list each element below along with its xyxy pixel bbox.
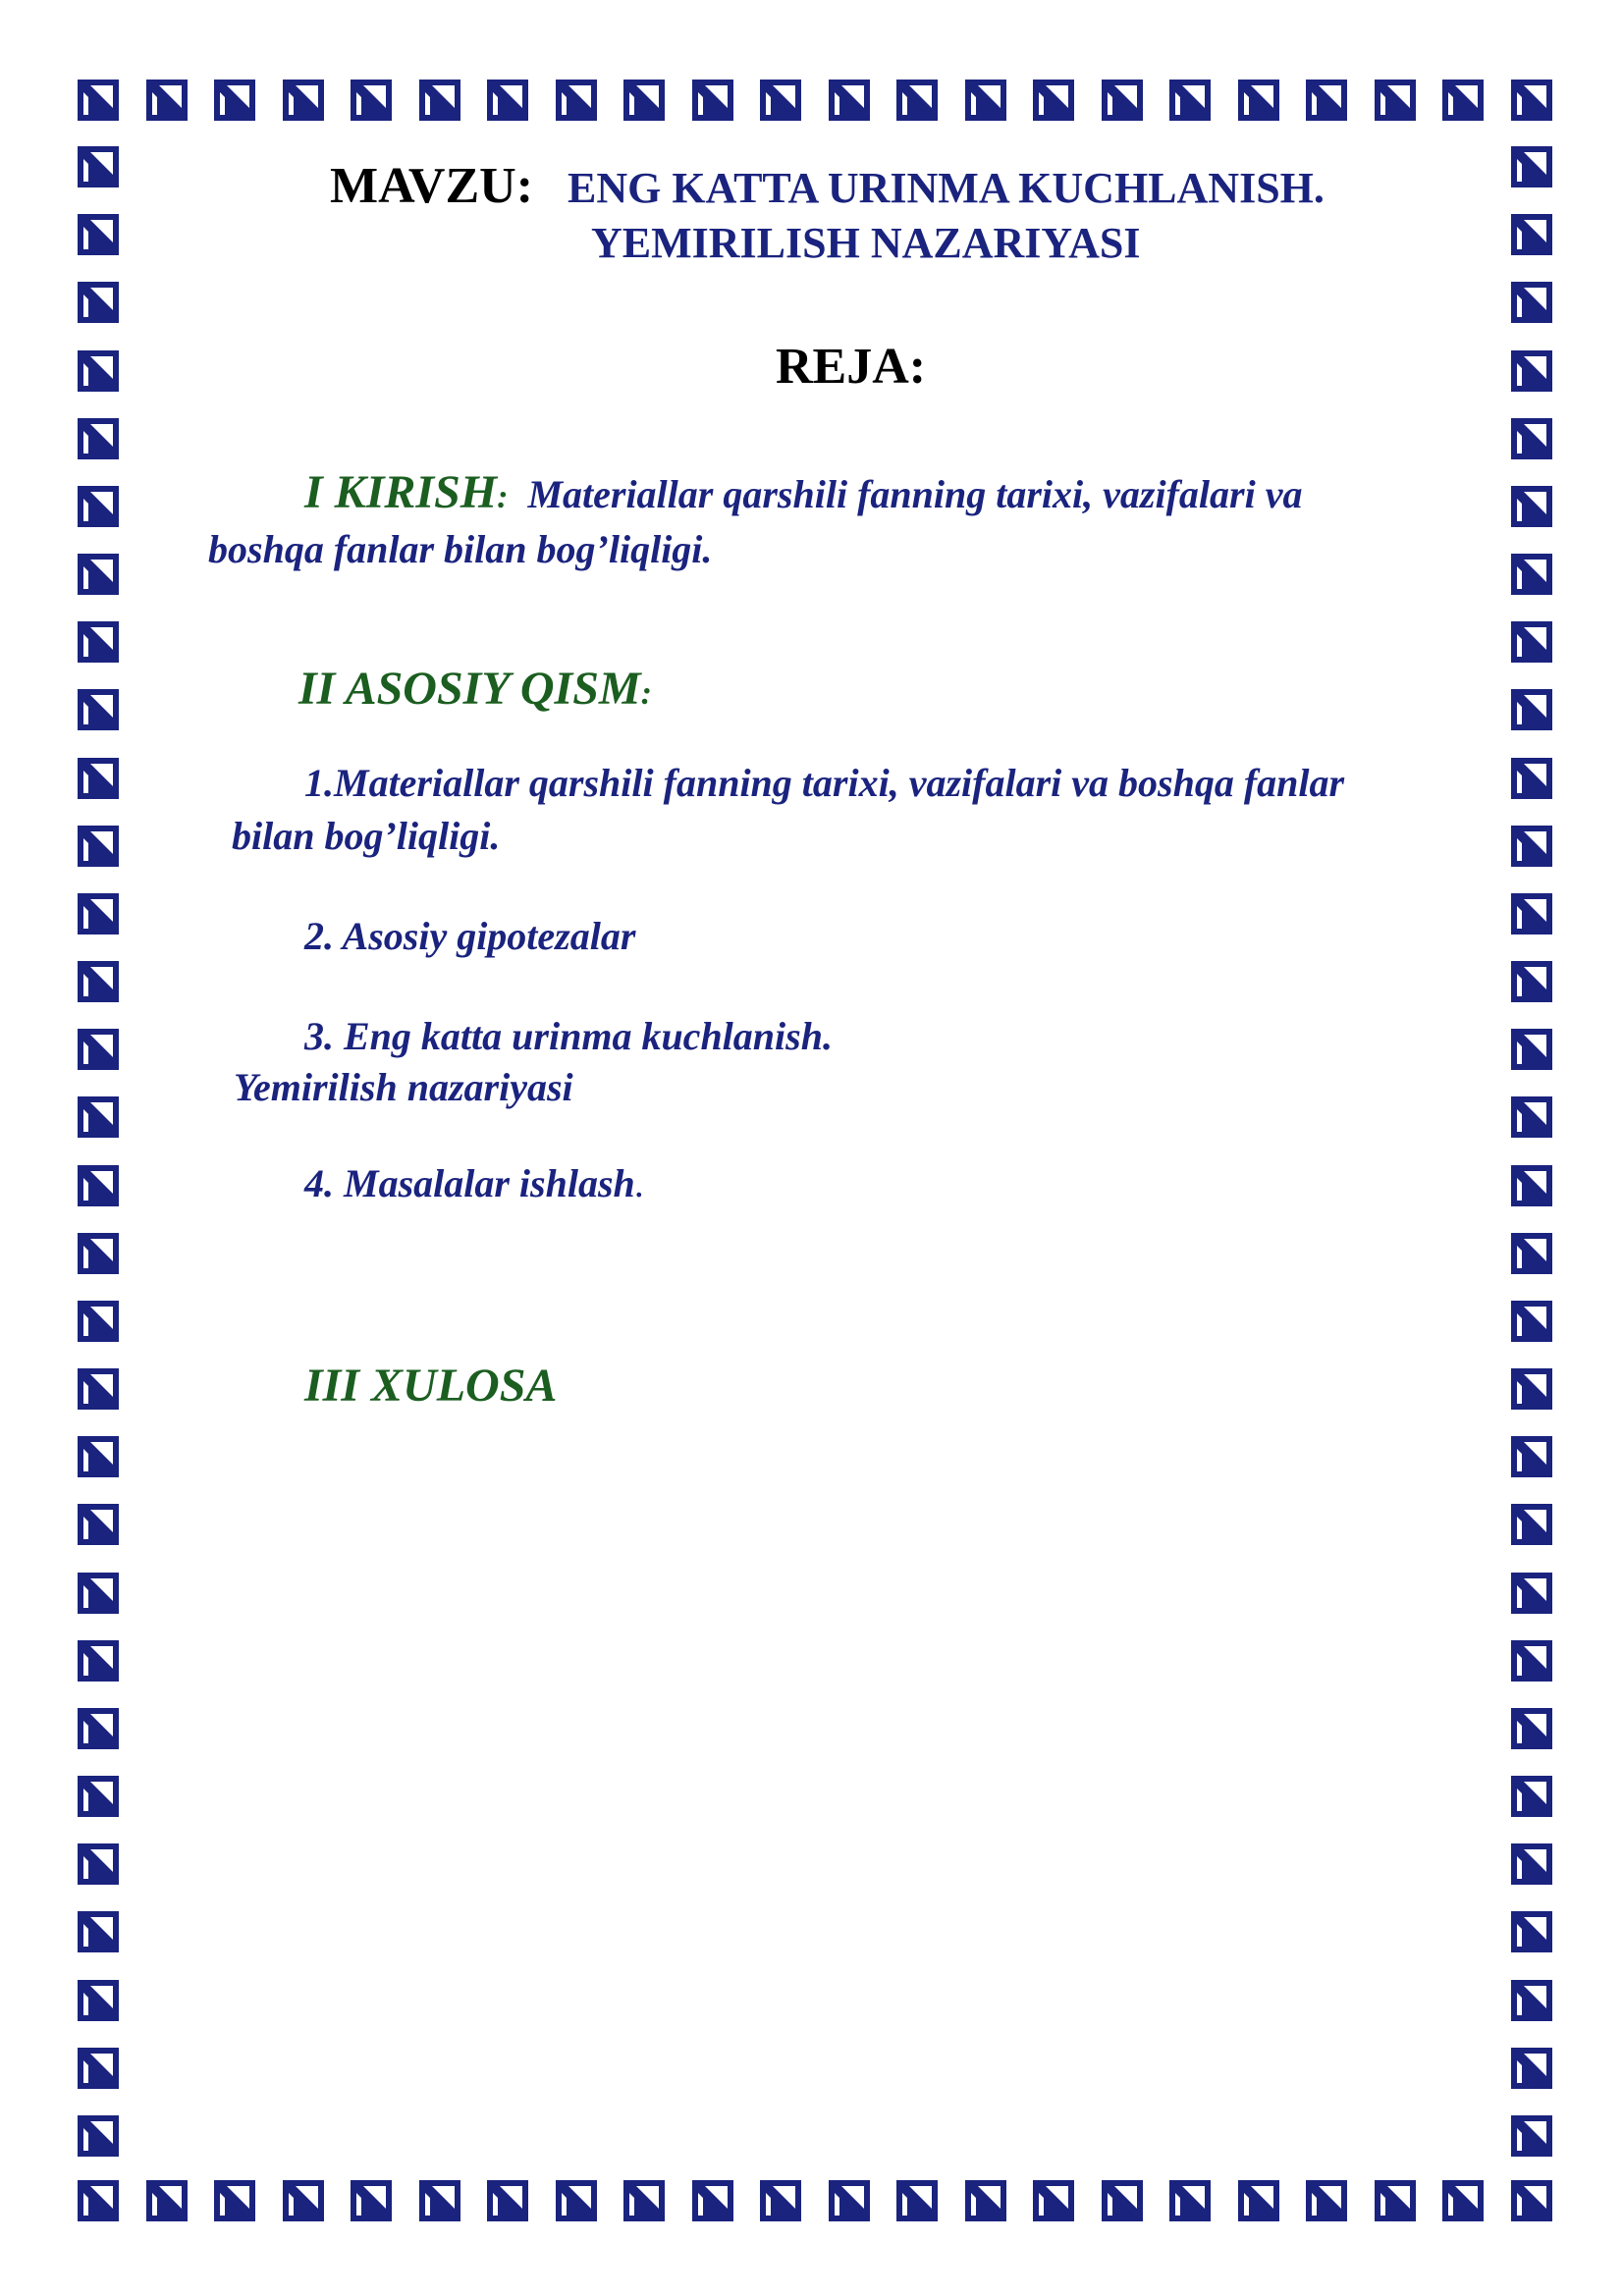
plan-item-3-line-2: Yemirilish nazariyasi xyxy=(234,1065,573,1109)
diagonal-square-icon xyxy=(213,2179,256,2222)
diagonal-square-icon xyxy=(486,79,529,122)
diagonal-square-icon xyxy=(1305,2179,1348,2222)
plan-item-1-line-2: bilan bog’liqligi. xyxy=(232,814,501,858)
diagonal-square-icon xyxy=(1510,1435,1553,1478)
diagonal-square-icon xyxy=(1510,281,1553,324)
diagonal-square-icon xyxy=(622,79,666,122)
diagonal-square-icon xyxy=(77,1572,120,1615)
diagonal-square-icon xyxy=(895,79,939,122)
diagonal-square-icon xyxy=(418,2179,461,2222)
diagonal-square-icon xyxy=(213,79,256,122)
diagonal-square-icon xyxy=(1441,2179,1485,2222)
diagonal-square-icon xyxy=(1101,79,1144,122)
diagonal-square-icon xyxy=(1441,79,1485,122)
border-left xyxy=(77,145,120,2158)
diagonal-square-icon xyxy=(964,2179,1007,2222)
border-top xyxy=(77,79,1553,122)
diagonal-square-icon xyxy=(1510,1367,1553,1411)
diagonal-square-icon xyxy=(1510,349,1553,393)
diagonal-square-icon xyxy=(145,79,189,122)
diagonal-square-icon xyxy=(77,281,120,324)
diagonal-square-icon xyxy=(691,79,734,122)
diagonal-square-icon xyxy=(759,79,802,122)
diagonal-square-icon xyxy=(1510,1503,1553,1546)
diagonal-square-icon xyxy=(1510,1775,1553,1818)
diagonal-square-icon xyxy=(895,2179,939,2222)
diagonal-square-icon xyxy=(1374,79,1417,122)
diagonal-square-icon xyxy=(1510,2179,1553,2222)
diagonal-square-icon xyxy=(1510,1300,1553,1343)
plan-item-4-text: 4. Masalalar ishlash xyxy=(304,1161,635,1205)
diagonal-square-icon xyxy=(145,2179,189,2222)
diagonal-square-icon xyxy=(77,1979,120,2022)
diagonal-square-icon xyxy=(1168,2179,1212,2222)
diagonal-square-icon xyxy=(1032,2179,1075,2222)
diagonal-square-icon xyxy=(77,620,120,664)
diagonal-square-icon xyxy=(350,2179,393,2222)
diagonal-square-icon xyxy=(1510,145,1553,188)
diagonal-square-icon xyxy=(77,417,120,460)
diagonal-square-icon xyxy=(77,960,120,1003)
diagonal-square-icon xyxy=(77,892,120,935)
title-prefix: MAVZU: xyxy=(330,158,534,214)
diagonal-square-icon xyxy=(77,1300,120,1343)
diagonal-square-icon xyxy=(350,79,393,122)
diagonal-square-icon xyxy=(691,2179,734,2222)
conclusion-heading: III XULOSA xyxy=(304,1360,558,1412)
diagonal-square-icon xyxy=(1510,892,1553,935)
diagonal-square-icon xyxy=(77,1910,120,1953)
plan-item-4-suffix: . xyxy=(634,1161,645,1205)
diagonal-square-icon xyxy=(1374,2179,1417,2222)
diagonal-square-icon xyxy=(1101,2179,1144,2222)
diagonal-square-icon xyxy=(77,2179,120,2222)
diagonal-square-icon xyxy=(1510,825,1553,868)
diagonal-square-icon xyxy=(1168,79,1212,122)
plan-item-4 xyxy=(304,1160,645,1206)
diagonal-square-icon xyxy=(77,825,120,868)
diagonal-square-icon xyxy=(77,485,120,528)
diagonal-square-icon xyxy=(77,1232,120,1275)
diagonal-square-icon xyxy=(77,1639,120,1682)
diagonal-square-icon xyxy=(1510,1842,1553,1886)
diagonal-square-icon xyxy=(1510,620,1553,664)
diagonal-square-icon xyxy=(1510,553,1553,596)
diagonal-square-icon xyxy=(1305,79,1348,122)
diagonal-square-icon xyxy=(555,2179,598,2222)
diagonal-square-icon xyxy=(1032,79,1075,122)
diagonal-square-icon xyxy=(282,2179,325,2222)
diagonal-square-icon xyxy=(1237,2179,1280,2222)
diagonal-square-icon xyxy=(1510,2114,1553,2158)
main-part-colon: : xyxy=(640,675,652,712)
diagonal-square-icon xyxy=(418,79,461,122)
diagonal-square-icon xyxy=(1510,1707,1553,1750)
diagonal-square-icon xyxy=(1510,688,1553,731)
diagonal-square-icon xyxy=(1510,213,1553,256)
diagonal-square-icon xyxy=(1510,417,1553,460)
diagonal-square-icon xyxy=(77,757,120,800)
diagonal-square-icon xyxy=(1510,1979,1553,2022)
diagonal-square-icon xyxy=(77,2114,120,2158)
plan-item-3-line-1: 3. Eng katta urinma kuchlanish. xyxy=(304,1014,833,1058)
diagonal-square-icon xyxy=(1510,1028,1553,1071)
diagonal-square-icon xyxy=(77,349,120,393)
diagonal-square-icon xyxy=(77,1775,120,1818)
diagonal-square-icon xyxy=(77,79,120,122)
intro-label: I KIRISH xyxy=(304,466,498,518)
border-bottom xyxy=(77,2179,1553,2222)
intro-colon: : xyxy=(497,479,509,515)
diagonal-square-icon xyxy=(77,1707,120,1750)
diagonal-square-icon xyxy=(828,2179,871,2222)
diagonal-square-icon xyxy=(759,2179,802,2222)
diagonal-square-icon xyxy=(1510,485,1553,528)
diagonal-square-icon xyxy=(77,688,120,731)
diagonal-square-icon xyxy=(77,2047,120,2090)
plan-item-2: 2. Asosiy gipotezalar xyxy=(304,914,636,958)
diagonal-square-icon xyxy=(77,553,120,596)
diagonal-square-icon xyxy=(1510,1095,1553,1139)
diagonal-square-icon xyxy=(964,79,1007,122)
diagonal-square-icon xyxy=(77,1367,120,1411)
diagonal-square-icon xyxy=(77,145,120,188)
diagonal-square-icon xyxy=(828,79,871,122)
diagonal-square-icon xyxy=(1237,79,1280,122)
diagonal-square-icon xyxy=(1510,1910,1553,1953)
diagonal-square-icon xyxy=(1510,1572,1553,1615)
main-part-heading xyxy=(298,662,652,716)
diagonal-square-icon xyxy=(1510,1232,1553,1275)
diagonal-square-icon xyxy=(486,2179,529,2222)
diagonal-square-icon xyxy=(77,1435,120,1478)
border-right xyxy=(1510,145,1553,2158)
intro-text-line-2: boshqa fanlar bilan bog’liqligi. xyxy=(208,527,713,571)
diagonal-square-icon xyxy=(77,1842,120,1886)
diagonal-square-icon xyxy=(1510,757,1553,800)
diagonal-square-icon xyxy=(77,213,120,256)
title-line-2: YEMIRILISH NAZARIYASI xyxy=(591,219,1141,267)
intro-heading xyxy=(304,465,1302,519)
diagonal-square-icon xyxy=(77,1164,120,1207)
plan-heading: REJA: xyxy=(776,339,927,395)
main-part-label: II ASOSIY QISM xyxy=(298,663,641,715)
diagonal-square-icon xyxy=(77,1503,120,1546)
diagonal-square-icon xyxy=(77,1028,120,1071)
title-line-1: ENG KATTA URINMA KUCHLANISH. xyxy=(568,164,1325,212)
diagonal-square-icon xyxy=(1510,1639,1553,1682)
diagonal-square-icon xyxy=(1510,960,1553,1003)
diagonal-square-icon xyxy=(282,79,325,122)
diagonal-square-icon xyxy=(1510,2047,1553,2090)
intro-text-line-1: Materiallar qarshili fanning tarixi, vazifalari va xyxy=(527,472,1303,516)
diagonal-square-icon xyxy=(555,79,598,122)
diagonal-square-icon xyxy=(1510,79,1553,122)
diagonal-square-icon xyxy=(77,1095,120,1139)
diagonal-square-icon xyxy=(622,2179,666,2222)
diagonal-square-icon xyxy=(1510,1164,1553,1207)
plan-item-1-line-1: 1.Materiallar qarshili fanning tarixi, vazifalari va boshqa fanlar xyxy=(304,761,1345,805)
